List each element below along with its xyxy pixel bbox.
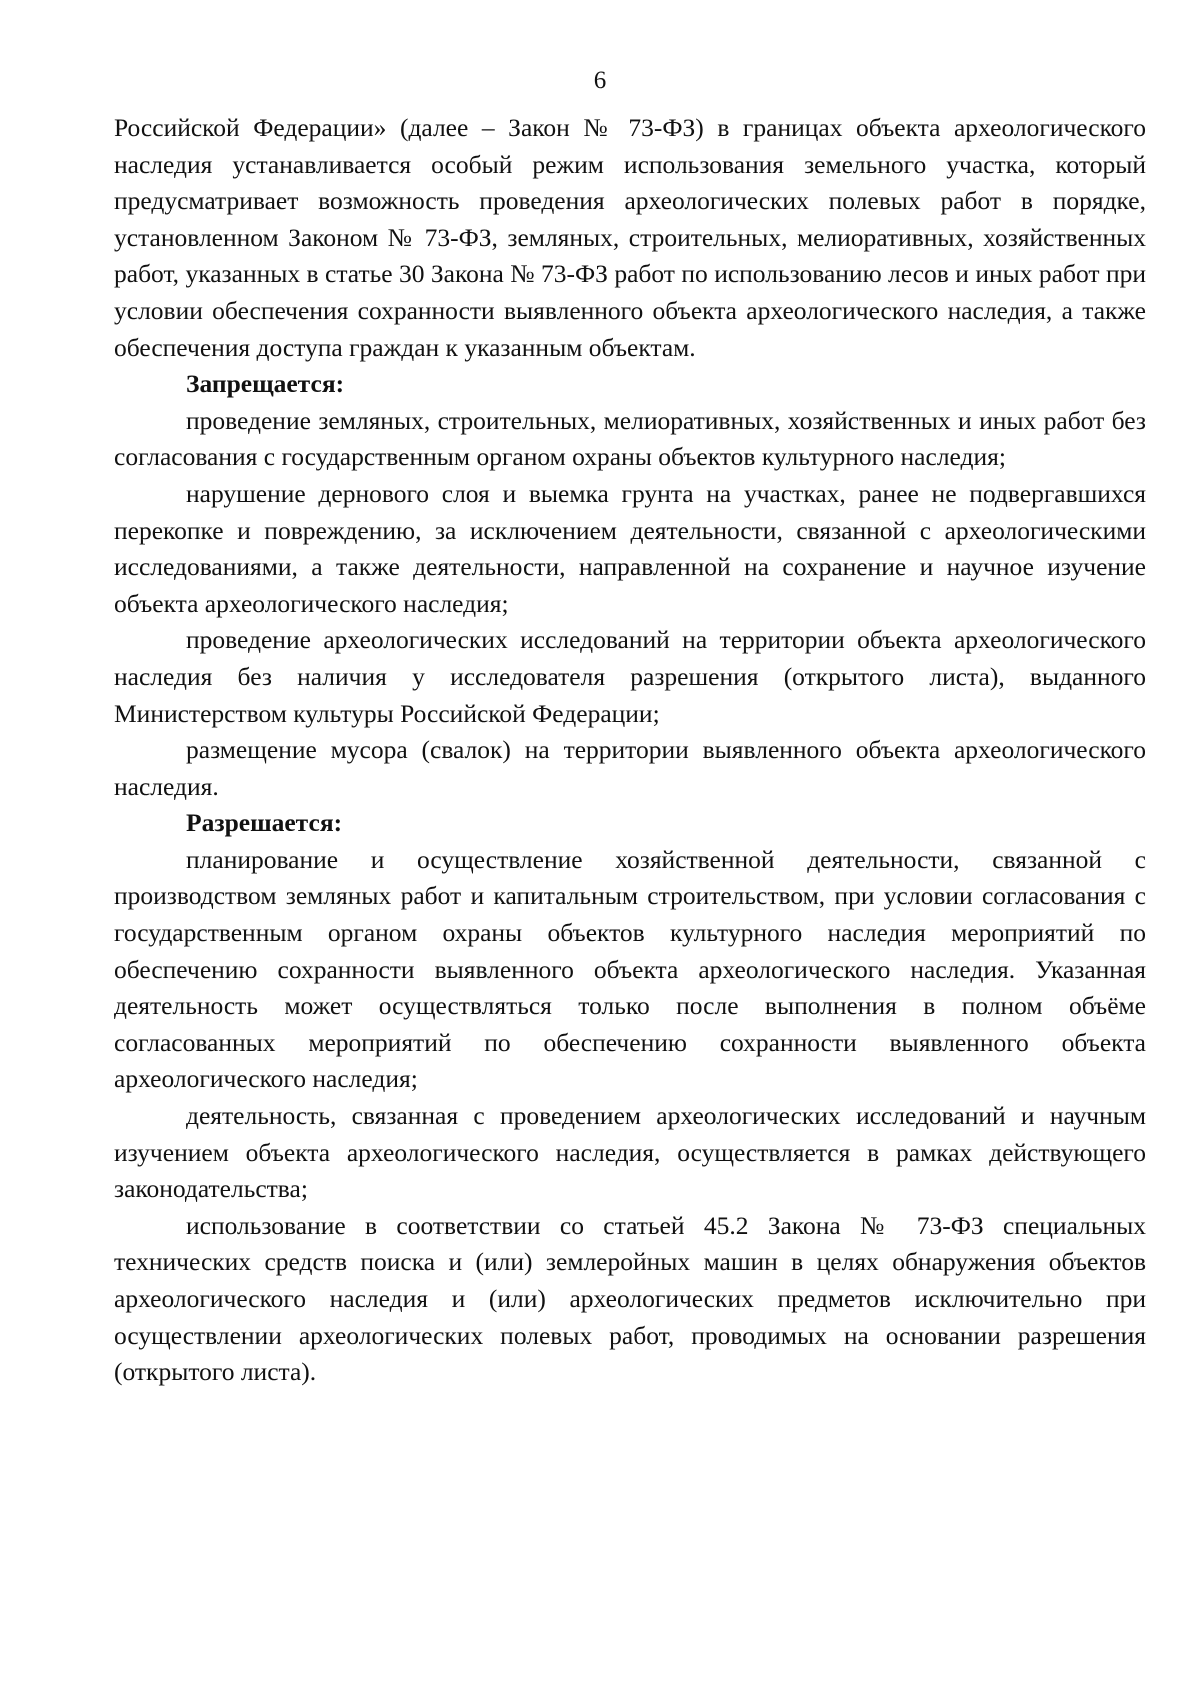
permitted-item: использование в соответствии со статьей 45.2 Закона № 73-ФЗ специальных технических средств поиска и (или) землеройных машин в целях обнаружения объектов археологического наследия и (или) археологических предметов исключительно при осуществлении археологических полевых работ, проводимых на основании разрешения (открытого листа). [114, 1210, 1146, 1387]
permitted-item: деятельность, связанная с проведением археологических исследований и научным изучением объекта археологического наследия, осуществляется в рамках действующего законодательства; [114, 1101, 1146, 1204]
page-number: 6 [593, 67, 607, 94]
prohibited-item: нарушение дернового слоя и выемка грунта на участках, ранее не подвергавшихся перекопке и повреждению, за исключением деятельности, связанной с археологическими исследованиями, а также деятельности, направленной на сохранение и научное изучение объекта археологического наследия; [114, 478, 1146, 618]
document-body [114, 110, 1146, 1391]
intro-paragraph: Российской Федерации» (далее – Закон № 73-ФЗ) в границах объекта археологического наследия устанавливается особый режим использования земельного участка, который предусматривает возможность проведения археологических полевых работ в порядке, установленном Законом № 73-ФЗ, земляных, строительных, мелиоративных, хозяйственных работ, указанных в статье 30 Закона № 73-ФЗ работ по использованию лесов и иных работ при условии обеспечения сохранности выявленного объекта археологического наследия, а также обеспечения доступа граждан к указанным объектам. [114, 113, 1146, 362]
prohibited-item: размещение мусора (свалок) на территории выявленного объекта археологического наследия. [114, 735, 1146, 801]
prohibited-item: проведение земляных, строительных, мелиоративных, хозяйственных и иных работ без согласования с государственным органом охраны объектов культурного наследия; [114, 405, 1146, 472]
prohibited-heading: Запрещается: [186, 369, 345, 399]
permitted-heading: Разрешается: [186, 808, 343, 838]
prohibited-item: проведение археологических исследований на территории объекта археологического наследия без наличия у исследователя разрешения (открытого листа), выданного Министерством культуры Российской Федерации; [114, 625, 1146, 728]
permitted-item: планирование и осуществление хозяйственной деятельности, связанной с производством земляных работ и капитальным строительством, при условии согласования с государственным органом охраны объектов культурного наследия мероприятий по обеспечению сохранности выявленного объекта археологического наследия. Указанная деятельность может осуществляться только после выполнения в полном объёме согласованных мероприятий по обеспечению сохранности выявленного объекта археологического наследия; [114, 844, 1146, 1094]
